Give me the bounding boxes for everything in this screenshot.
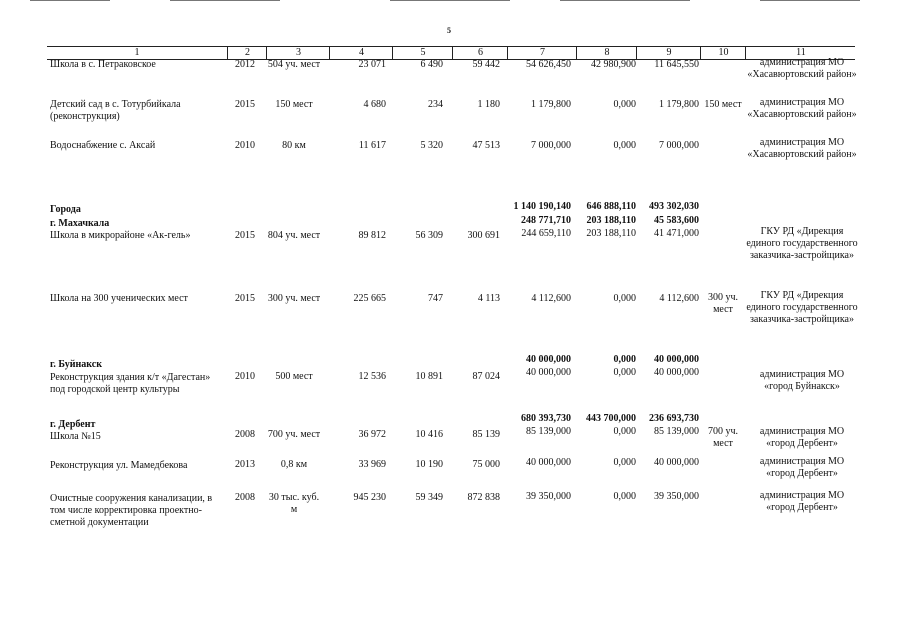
col-7: 680 393,730 bbox=[521, 413, 571, 424]
year: 2015 bbox=[235, 293, 255, 304]
col-9: 11 645,550 bbox=[654, 59, 699, 70]
col-4: 225 665 bbox=[353, 293, 386, 304]
capacity: 150 мест bbox=[275, 99, 313, 110]
col-5: 5 320 bbox=[420, 140, 443, 151]
section-title: Города bbox=[50, 204, 81, 215]
capacity: 804 уч. мест bbox=[267, 230, 321, 241]
col-4: 11 617 bbox=[358, 140, 386, 151]
col-10: 700 уч. мест bbox=[707, 426, 739, 449]
col-7: 248 771,710 bbox=[521, 215, 571, 226]
object-name: Реконструкция ул. Мамедбекова bbox=[50, 460, 188, 471]
col-4: 945 230 bbox=[353, 492, 386, 503]
header-col-11: 11 bbox=[745, 47, 856, 59]
year: 2012 bbox=[235, 59, 255, 70]
capacity: 300 уч. мест bbox=[267, 293, 321, 304]
col-9: 40 000,000 bbox=[654, 457, 699, 468]
col-7: 40 000,000 bbox=[526, 354, 571, 365]
col-7: 40 000,000 bbox=[526, 367, 571, 378]
header-col-5: 5 bbox=[392, 47, 453, 59]
col-9: 1 179,800 bbox=[659, 99, 699, 110]
object-name: Детский сад в с. Тотурбийкала bbox=[50, 99, 181, 110]
col-9: 39 350,000 bbox=[654, 491, 699, 502]
year: 2015 bbox=[235, 230, 255, 241]
col-8: 0,000 bbox=[613, 99, 636, 110]
header-col-10: 10 bbox=[700, 47, 746, 59]
col-8: 646 888,110 bbox=[586, 201, 636, 212]
customer: администрация МО «город Буйнакск» bbox=[759, 369, 845, 392]
header-col-7: 7 bbox=[507, 47, 577, 59]
object-name: Школа в с. Петраковское bbox=[50, 59, 156, 70]
customer: администрация МО «город Дербент» bbox=[759, 426, 845, 449]
header-col-6: 6 bbox=[452, 47, 508, 59]
object-name: Водоснабжение с. Аксай bbox=[50, 140, 156, 151]
capacity: 500 мест bbox=[275, 371, 313, 382]
col-5: 59 349 bbox=[415, 492, 443, 503]
col-5: 10 891 bbox=[415, 371, 443, 382]
col-7: 1 179,800 bbox=[531, 99, 571, 110]
col-7: 1 140 190,140 bbox=[513, 201, 571, 212]
section-title: г. Дербент bbox=[50, 419, 96, 430]
capacity: 80 км bbox=[282, 140, 306, 151]
col-8: 0,000 bbox=[613, 367, 636, 378]
col-4: 12 536 bbox=[358, 371, 386, 382]
col-4: 23 071 bbox=[358, 59, 386, 70]
object-name: Школа №15 bbox=[50, 431, 101, 442]
col-9: 4 112,600 bbox=[659, 293, 699, 304]
col-6: 87 024 bbox=[472, 371, 500, 382]
col-9: 493 302,030 bbox=[649, 201, 699, 212]
section-title: г. Буйнакск bbox=[50, 359, 103, 370]
object-name: Реконструкция здания к/т «Дагестан» bbox=[50, 372, 211, 383]
col-7: 85 139,000 bbox=[526, 426, 571, 437]
year: 2010 bbox=[235, 371, 255, 382]
col-7: 7 000,000 bbox=[531, 140, 571, 151]
col-8: 0,000 bbox=[613, 140, 636, 151]
col-5: 234 bbox=[428, 99, 443, 110]
table-header bbox=[47, 46, 855, 60]
col-5: 56 309 bbox=[415, 230, 443, 241]
col-6: 1 180 bbox=[477, 99, 500, 110]
col-9: 40 000,000 bbox=[654, 367, 699, 378]
col-4: 36 972 bbox=[358, 429, 386, 440]
col-9: 85 139,000 bbox=[654, 426, 699, 437]
scan-edge-line bbox=[760, 0, 860, 1]
col-8: 0,000 bbox=[613, 426, 636, 437]
col-9: 236 693,730 bbox=[649, 413, 699, 424]
object-name-cont: под городской центр культуры bbox=[50, 384, 180, 395]
year: 2010 bbox=[235, 140, 255, 151]
col-7: 54 626,450 bbox=[526, 59, 571, 70]
col-5: 10 416 bbox=[415, 429, 443, 440]
col-6: 4 113 bbox=[477, 293, 500, 304]
col-6: 85 139 bbox=[472, 429, 500, 440]
col-7: 4 112,600 bbox=[531, 293, 571, 304]
col-4: 33 969 bbox=[358, 459, 386, 470]
col-6: 300 691 bbox=[467, 230, 500, 241]
col-8: 203 188,110 bbox=[586, 215, 636, 226]
col-4: 4 680 bbox=[363, 99, 386, 110]
col-9: 45 583,600 bbox=[654, 215, 699, 226]
col-9: 41 471,000 bbox=[654, 228, 699, 239]
capacity: 700 уч. мест bbox=[267, 429, 321, 440]
year: 2008 bbox=[235, 492, 255, 503]
customer: администрация МО «город Дербент» bbox=[759, 456, 845, 479]
col-8: 42 980,900 bbox=[591, 59, 636, 70]
col-6: 75 000 bbox=[472, 459, 500, 470]
header-col-1: 1 bbox=[134, 47, 140, 58]
capacity: 30 тыс. куб. м bbox=[268, 492, 320, 515]
col-8: 0,000 bbox=[613, 293, 636, 304]
col-6: 47 513 bbox=[472, 140, 500, 151]
customer: ГКУ РД «Дирекция единого государственного заказчика-застройщика» bbox=[746, 226, 858, 261]
capacity: 504 уч. мест bbox=[267, 59, 321, 70]
capacity: 0,8 км bbox=[280, 459, 308, 470]
page-number: 5 bbox=[447, 26, 451, 35]
col-4: 89 812 bbox=[358, 230, 386, 241]
customer: администрация МО «город Дербент» bbox=[759, 490, 845, 513]
object-name: Школа на 300 ученических мест bbox=[50, 293, 188, 304]
customer: администрация МО «Хасавюртовский район» bbox=[747, 57, 857, 80]
object-name-cont: сметной документации bbox=[50, 517, 149, 528]
col-7: 40 000,000 bbox=[526, 457, 571, 468]
customer: администрация МО «Хасавюртовский район» bbox=[747, 97, 857, 120]
col-6: 59 442 bbox=[472, 59, 500, 70]
col-10: 150 мест bbox=[704, 99, 742, 110]
object-name-cont: (реконструкция) bbox=[50, 111, 120, 122]
scan-edge-line bbox=[390, 0, 510, 1]
col-8: 0,000 bbox=[613, 354, 636, 365]
col-8: 0,000 bbox=[613, 457, 636, 468]
object-name: Школа в микрорайоне «Ак-гель» bbox=[50, 230, 191, 241]
header-col-3: 3 bbox=[266, 47, 330, 59]
object-name-cont: том числе корректировка проектно- bbox=[50, 505, 202, 516]
object-name: Очистные сооружения канализации, в bbox=[50, 493, 213, 504]
scan-edge-line bbox=[170, 0, 280, 1]
col-9: 40 000,000 bbox=[654, 354, 699, 365]
col-8: 203 188,110 bbox=[586, 228, 636, 239]
header-col-9: 9 bbox=[636, 47, 701, 59]
col-5: 6 490 bbox=[420, 59, 443, 70]
header-col-2: 2 bbox=[227, 47, 267, 59]
header-col-8: 8 bbox=[576, 47, 637, 59]
scan-edge-line bbox=[560, 0, 690, 1]
col-5: 747 bbox=[428, 293, 443, 304]
col-5: 10 190 bbox=[415, 459, 443, 470]
col-10: 300 уч. мест bbox=[707, 292, 739, 315]
header-col-4: 4 bbox=[329, 47, 393, 59]
col-7: 244 659,110 bbox=[521, 228, 571, 239]
col-8: 0,000 bbox=[613, 491, 636, 502]
col-7: 39 350,000 bbox=[526, 491, 571, 502]
year: 2008 bbox=[235, 429, 255, 440]
year: 2013 bbox=[235, 459, 255, 470]
col-9: 7 000,000 bbox=[659, 140, 699, 151]
section-title: г. Махачкала bbox=[50, 218, 110, 229]
customer: администрация МО «Хасавюртовский район» bbox=[747, 137, 857, 160]
customer: ГКУ РД «Дирекция единого государственного заказчика-застройщика» bbox=[746, 290, 858, 325]
col-6: 872 838 bbox=[467, 492, 500, 503]
year: 2015 bbox=[235, 99, 255, 110]
col-8: 443 700,000 bbox=[586, 413, 636, 424]
scan-edge-line bbox=[30, 0, 110, 1]
